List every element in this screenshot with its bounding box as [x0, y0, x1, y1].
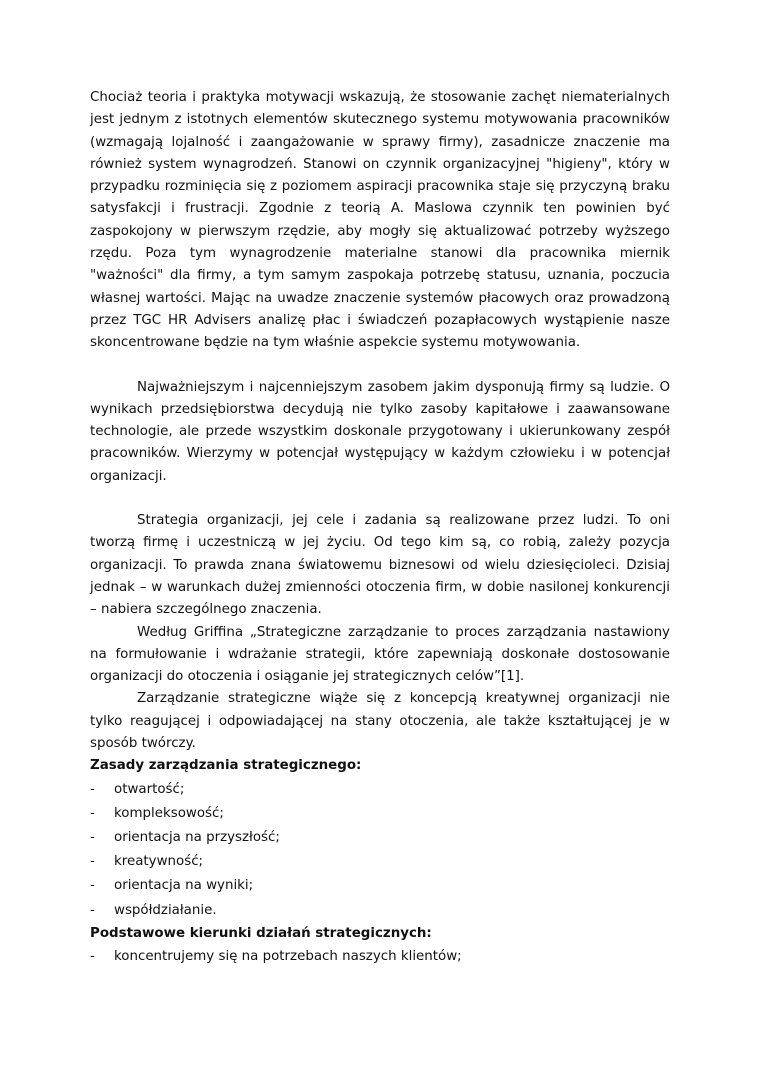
paragraph-strategic-management: Zarządzanie strategiczne wiąże się z koncepcją kreatywnej organizacji nie tylko reagującej i odpowiadającej na stany otoczenia, ale także kształtującej je w sposób twórczy.: [90, 691, 670, 752]
paragraph-strategy: Strategia organizacji, jej cele i zadania są realizowane przez ludzi. To oni tworzą firmę i uczestniczą w jej życiu. Od tego kim są, co robią, zależy pozycja organizacji. To prawda znana światowemu biznesowi od wielu dziesięcioleci. Dzisiaj jednak – w warunkach dużej zmienności otoczenia firm, w dobie nasilonej konkurencji – nabiera szczególnego znaczenia.: [90, 513, 670, 618]
list-item-text: otwartość;: [114, 781, 185, 797]
list-item: [90, 945, 670, 969]
list-item: [90, 802, 670, 826]
list-item-text: koncentrujemy się na potrzebach naszych klientów;: [114, 949, 462, 965]
list-dash: -: [90, 854, 95, 870]
list-item: [90, 850, 670, 874]
list-item: [90, 826, 670, 850]
list-item: [90, 874, 670, 898]
paragraph-motivation: Chociaż teoria i praktyka motywacji wskazują, że stosowanie zachęt niematerialnych jest jednym z istotnych elementów skutecznego systemu motywowania pracowników (wzmagają lojalność i zaangażowanie w sprawy firmy), zasadnicze znaczenie ma również system wynagrodzeń. Stanowi on czynnik organizacyjnej "higieny", który w przypadku rozminięcia się z poziomem aspiracji pracownika staje się przyczyną braku satysfakcji i frustracji. Zgodnie z teorią A. Maslowa czynnik ten powinien być zaspokojony w pierwszym rzędzie, aby mogły się aktualizować potrzeby wyższego rzędu. Poza tym wynagrodzenie materialne stanowi dla pracownika miernik "ważności" dla firmy, a tym samym zaspokaja potrzebę statusu, uznania, poczucia własnej wartości. Mając na uwadze znaczenie systemów płacowych oraz prowadzoną przez TGC HR Advisers analizę płac i świadczeń pozapłacowych wystąpienie nasze skoncentrowane będzie na tym właśnie aspekcie systemu motywowania.: [90, 90, 670, 351]
list-item-text: orientacja na wyniki;: [114, 878, 254, 894]
principles-list: [90, 778, 670, 923]
list-item: [90, 899, 670, 923]
list-item-text: orientacja na przyszłość;: [114, 830, 280, 846]
list-item: [90, 778, 670, 802]
list-item-text: współdziałanie.: [114, 902, 217, 918]
list-dash: -: [90, 949, 95, 965]
directions-heading: Podstawowe kierunki działań strategicznych:: [90, 925, 432, 941]
list-dash: -: [90, 781, 95, 797]
list-dash: -: [90, 805, 95, 821]
list-item-text: kreatywność;: [114, 854, 204, 870]
principles-heading: Zasady zarządzania strategicznego:: [90, 758, 362, 774]
list-dash: -: [90, 830, 95, 846]
paragraph-griffin-quote: Według Griffina „Strategiczne zarządzanie to proces zarządzania nastawiony na formułowanie i wdrażanie strategii, które zapewniają doskonałe dostosowanie organizacji do otoczenia i osiąganie jej strategicznych celów”[1].: [90, 624, 670, 685]
paragraph-people: Najważniejszym i najcenniejszym zasobem jakim dysponują firmy są ludzie. O wynikach przedsiębiorstwa decydują nie tylko zasoby kapitałowe i zaawansowane technologie, ale przede wszystkim doskonale przygotowany i ukierunkowany zespół pracowników. Wierzymy w potencjał występujący w każdym człowieku i w potencjał organizacji.: [90, 379, 670, 484]
list-item-text: kompleksowość;: [114, 805, 224, 821]
directions-list: [90, 945, 670, 969]
list-dash: -: [90, 878, 95, 894]
list-dash: -: [90, 902, 95, 918]
